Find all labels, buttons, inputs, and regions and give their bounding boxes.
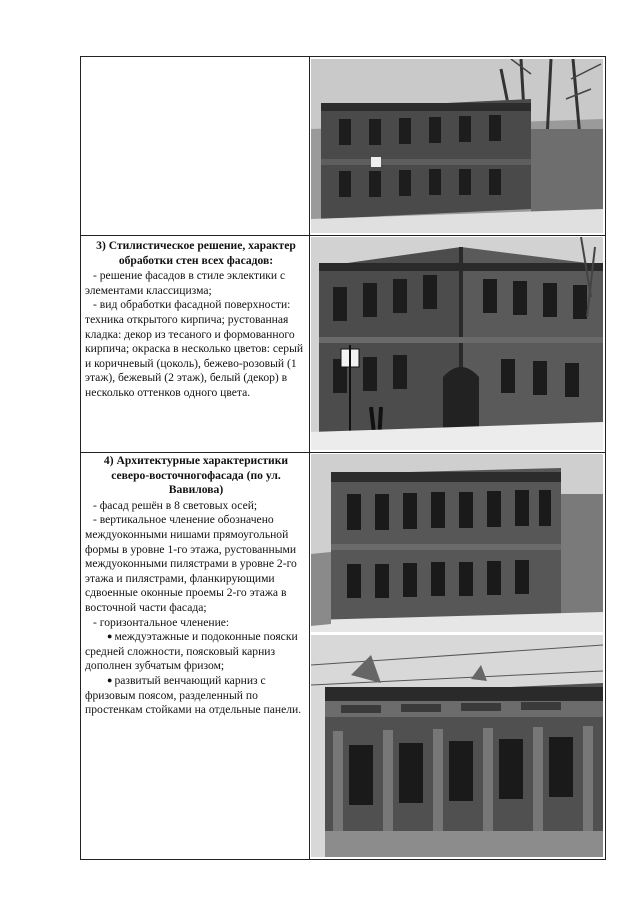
row-divider	[81, 452, 605, 453]
photo-image	[311, 635, 603, 857]
row-divider	[81, 235, 605, 236]
text-item: - решение фасадов в стиле эклектики с элементами классицизма;	[85, 269, 286, 297]
building-photo	[311, 635, 603, 857]
bullet-text: междуэтажные и подоконные пояски средней сложности, поясковый карниз дополнен зубчатым фризом;	[85, 630, 298, 673]
bullet-item	[85, 674, 307, 718]
bullet-text: развитый венчающий карниз с фризовым поясом, разделенный по простенкам стойками на отдельные панели.	[85, 673, 302, 717]
bullet-icon: ●	[107, 674, 113, 685]
text-item: - горизонтальное членение:	[93, 615, 230, 629]
building-photo	[311, 59, 603, 233]
photo-image	[311, 59, 603, 233]
column-divider	[309, 57, 310, 859]
text-cell-row-3	[85, 239, 307, 401]
bullet-item	[85, 630, 307, 674]
document-table	[80, 56, 606, 860]
text-item: - фасад решён в 8 световых осей;	[93, 498, 258, 512]
text-item: - вертикальное членение обозначено междуоконными нишами прямоугольной формы в уровне 1-го этажа, рустованными междуоконными пилястрами в уровне 2-го этажа и пилястрами, фланкирующими сдвоенные оконные проемы 2-го этажа в восточной части фасада;	[85, 513, 297, 614]
text-cell-row-4	[85, 454, 307, 718]
text-item: - вид обработки фасадной поверхности: техника открытого кирпича; рустованная кладка: декор из тесаного и формованного кирпича; окраска в несколько цветов: серый и коричневый (цоколь), бежево-розовый (1 этаж), бежевый (2 этаж), белый (декор) в несколько оттенков одного цвета.	[85, 298, 304, 399]
section-heading: 4) Архитектурные характеристики северо-восточногофасада (по ул. Вавилова)	[103, 454, 289, 497]
building-photo	[311, 454, 603, 632]
photo-image	[311, 237, 603, 450]
bullet-icon: ●	[107, 631, 113, 642]
building-photo	[311, 237, 603, 450]
photo-image	[311, 454, 603, 632]
section-heading: 3) Стилистическое решение, характер обработки стен всех фасадов:	[96, 239, 296, 267]
